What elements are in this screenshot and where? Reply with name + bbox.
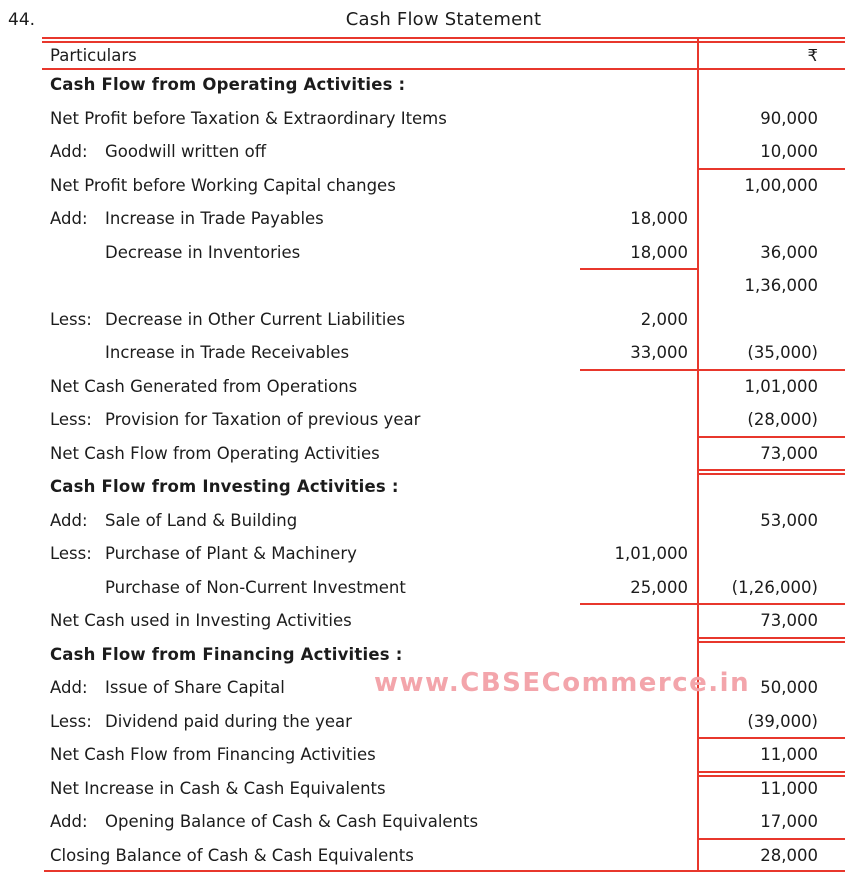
table-bottom-rule	[44, 870, 845, 872]
row-text: Cash Flow from Operating Activities :	[50, 75, 406, 95]
row-label	[42, 243, 540, 262]
row-prefix: Add:	[50, 142, 88, 162]
sum-rule	[697, 775, 845, 777]
sum-rule	[697, 637, 845, 639]
row-label	[42, 712, 540, 731]
row-prefix: Less:	[50, 544, 92, 564]
row-text: Increase in Trade Receivables	[105, 343, 350, 363]
row-label	[42, 578, 540, 597]
table-row	[42, 437, 845, 471]
row-label	[42, 109, 540, 128]
table-row	[42, 102, 845, 136]
row-text: Decrease in Other Current Liabilities	[105, 309, 406, 329]
sum-rule	[697, 473, 845, 475]
sum-rule	[697, 838, 845, 840]
row-right-amount: 11,000	[760, 778, 818, 798]
page-title: Cash Flow Statement	[345, 9, 542, 30]
row-mid-amount: 2,000	[640, 309, 688, 329]
row-right-amount: (1,26,000)	[731, 577, 818, 597]
row-text: Net Profit before Taxation & Extraordinary Items	[50, 108, 447, 128]
row-label	[42, 611, 540, 630]
row-mid-amount: 1,01,000	[614, 544, 688, 564]
table-row	[42, 537, 845, 571]
row-label	[42, 477, 540, 496]
sum-rule	[697, 168, 845, 170]
row-label	[42, 678, 540, 697]
table-row	[42, 839, 845, 873]
row-right-amount: (28,000)	[747, 410, 818, 430]
table-row	[42, 403, 845, 437]
row-prefix: Add:	[50, 812, 88, 832]
table-row	[42, 638, 845, 672]
row-label	[42, 511, 540, 530]
row-right-amount: 17,000	[760, 812, 818, 832]
table-row	[42, 336, 845, 370]
row-prefix: Less:	[50, 410, 92, 430]
row-text: Increase in Trade Payables	[105, 209, 324, 229]
sum-rule	[697, 641, 845, 643]
row-mid-amount: 18,000	[630, 242, 688, 262]
row-right-amount: 73,000	[760, 611, 818, 631]
row-right-amount: (35,000)	[747, 343, 818, 363]
sum-rule	[580, 369, 845, 371]
table-row	[42, 202, 845, 236]
row-text: Goodwill written off	[105, 142, 267, 162]
row-mid-amount: 25,000	[630, 577, 688, 597]
row-right-amount: 53,000	[760, 510, 818, 530]
table-top-rule	[42, 37, 845, 39]
table-row	[42, 738, 845, 772]
sum-rule	[697, 469, 845, 471]
row-text: Dividend paid during the year	[105, 711, 352, 731]
problem-number: 44.	[8, 10, 36, 30]
table-row	[42, 571, 845, 605]
table-row	[42, 135, 845, 169]
table-row	[42, 772, 845, 806]
table-row	[42, 705, 845, 739]
table-rows	[42, 68, 845, 872]
row-label	[42, 142, 540, 161]
row-text: Decrease in Inventories	[105, 242, 301, 262]
table-row	[42, 504, 845, 538]
row-label	[42, 779, 540, 798]
table-header-row	[42, 43, 845, 68]
row-right-amount: (39,000)	[747, 711, 818, 731]
table-row	[42, 370, 845, 404]
row-label	[42, 544, 540, 563]
row-right-amount: 73,000	[760, 443, 818, 463]
row-mid-amount: 33,000	[630, 343, 688, 363]
row-text: Net Cash Generated from Operations	[50, 376, 358, 396]
table-row	[42, 470, 845, 504]
row-right-amount: 36,000	[760, 242, 818, 262]
row-label	[42, 75, 540, 94]
row-label	[42, 310, 540, 329]
row-right-amount: 1,00,000	[744, 175, 818, 195]
row-text: Net Increase in Cash & Cash Equivalents	[50, 778, 386, 798]
row-text: Provision for Taxation of previous year	[105, 410, 421, 430]
row-label	[42, 645, 540, 664]
watermark: www.CBSECommerce.in	[374, 668, 751, 698]
table-row	[42, 671, 845, 705]
sum-rule	[697, 771, 845, 773]
row-label	[42, 377, 540, 396]
sum-rule	[697, 737, 845, 739]
row-label	[42, 444, 540, 463]
table-row	[42, 236, 845, 270]
row-label	[42, 410, 540, 429]
header-currency-symbol: ₹	[807, 46, 818, 65]
row-right-amount: 50,000	[760, 678, 818, 698]
row-label	[42, 812, 540, 831]
row-prefix: Add:	[50, 678, 88, 698]
row-label	[42, 846, 540, 865]
row-text: Net Profit before Working Capital changes	[50, 175, 396, 195]
row-label	[42, 176, 540, 195]
row-prefix: Less:	[50, 309, 92, 329]
row-mid-amount: 18,000	[630, 209, 688, 229]
row-text: Net Cash used in Investing Activities	[50, 611, 352, 631]
table-row	[42, 303, 845, 337]
row-text: Closing Balance of Cash & Cash Equivalents	[50, 845, 414, 865]
row-label	[42, 209, 540, 228]
header-particulars: Particulars	[50, 46, 137, 65]
row-text: Purchase of Non-Current Investment	[105, 577, 406, 597]
row-prefix: Add:	[50, 209, 88, 229]
row-label	[42, 745, 540, 764]
sum-rule	[580, 603, 845, 605]
row-right-amount: 1,01,000	[744, 376, 818, 396]
sum-rule	[697, 436, 845, 438]
row-text: Cash Flow from Investing Activities :	[50, 477, 399, 497]
row-text: Purchase of Plant & Machinery	[105, 544, 357, 564]
row-text: Opening Balance of Cash & Cash Equivalents	[105, 812, 479, 832]
cash-flow-statement-table	[42, 37, 845, 872]
row-text: Issue of Share Capital	[105, 678, 285, 698]
row-prefix: Add:	[50, 510, 88, 530]
row-text: Net Cash Flow from Financing Activities	[50, 745, 376, 765]
row-label	[42, 343, 540, 362]
row-prefix: Less:	[50, 711, 92, 731]
row-right-amount: 28,000	[760, 845, 818, 865]
row-text: Sale of Land & Building	[105, 510, 298, 530]
table-row	[42, 269, 845, 303]
sum-rule	[580, 268, 697, 270]
row-right-amount: 11,000	[760, 745, 818, 765]
row-text: Cash Flow from Financing Activities :	[50, 644, 403, 664]
row-right-amount: 90,000	[760, 108, 818, 128]
table-row	[42, 169, 845, 203]
row-right-amount: 10,000	[760, 142, 818, 162]
table-row	[42, 604, 845, 638]
column-divider	[697, 37, 699, 872]
row-right-amount: 1,36,000	[744, 276, 818, 296]
table-row	[42, 68, 845, 102]
table-row	[42, 805, 845, 839]
row-text: Net Cash Flow from Operating Activities	[50, 443, 380, 463]
